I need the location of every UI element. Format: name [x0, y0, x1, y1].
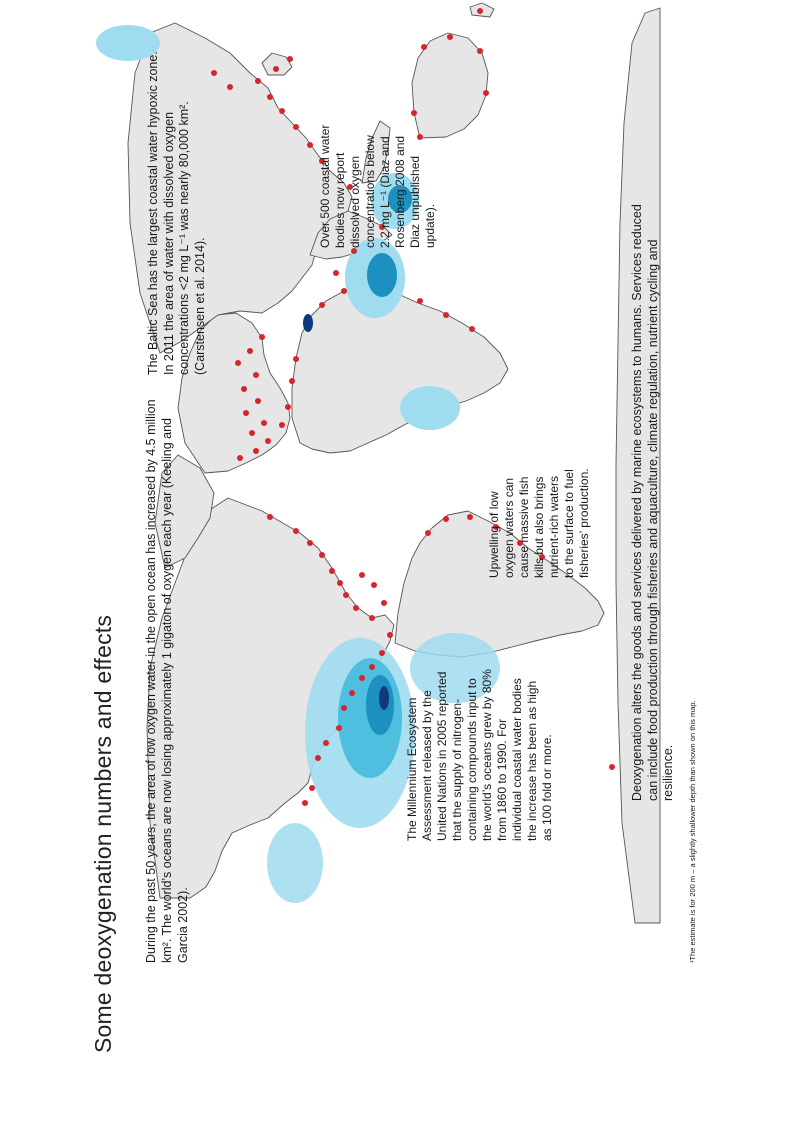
site-dot: [253, 448, 259, 454]
site-dot: [323, 740, 329, 746]
site-dot: [411, 110, 417, 116]
site-dot: [477, 48, 483, 54]
site-dot: [249, 430, 255, 436]
site-dot: [379, 650, 385, 656]
site-dot: [255, 78, 261, 84]
omz-north-pacific: [267, 823, 323, 903]
site-dot: [259, 334, 265, 340]
site-dot: [369, 664, 375, 670]
site-dot: [289, 378, 295, 384]
site-dot: [417, 298, 423, 304]
site-dot: [253, 372, 259, 378]
site-dot: [293, 528, 299, 534]
site-dot: [421, 44, 427, 50]
omz-eastern-pacific-core: [379, 686, 389, 710]
site-dot: [227, 84, 233, 90]
millennium-assessment-callout: The Millennium Ecosystem Assessment released by the United Nations in 2005 reported that the supply of nitrogen-containing compounds input to the world’s oceans grew by 80% from 1860 to 1990. For individual coastal water bodies the increase has been as high as 100 fold or more.: [405, 669, 554, 841]
site-dot: [341, 288, 347, 294]
site-dot: [341, 705, 347, 711]
site-dot: [273, 66, 279, 72]
site-dot: [381, 600, 387, 606]
site-dot: [469, 326, 475, 332]
site-dot: [425, 530, 431, 536]
site-dot: [241, 386, 247, 392]
site-dot: [333, 270, 339, 276]
site-dot: [359, 572, 365, 578]
site-dot: [359, 675, 365, 681]
site-dot: [309, 785, 315, 791]
site-dot: [307, 142, 313, 148]
site-dot: [235, 360, 241, 366]
baltic-sea-callout: The Baltic Sea has the largest coastal water hypoxic zone. In 2011 the area of water with dissolved oxygen concentrations <2 mg L⁻¹ was nearly 80,000 km². (Carstensen et al. 2014).: [146, 51, 207, 375]
site-dot: [329, 568, 335, 574]
site-dot: [211, 70, 217, 76]
site-dot: [467, 514, 473, 520]
site-dot: [261, 420, 267, 426]
footnote: ¹The estimate is for 200 m – a slightly shallower depth than shown on this map.: [688, 700, 697, 963]
site-dot: [293, 356, 299, 362]
ecosystem-services-paragraph: Deoxygenation alters the goods and services delivered by marine ecosystems to humans. Services reduced can include food production through fisheries and aquaculture, climate regulation, nutrient cycling and resilience.: [630, 204, 675, 801]
site-dot: [307, 540, 313, 546]
site-dot: [387, 632, 393, 638]
site-dot: [287, 56, 293, 62]
site-dot: [337, 580, 343, 586]
site-dot: [477, 8, 483, 14]
site-dot: [369, 615, 375, 621]
site-dot: [343, 592, 349, 598]
site-dot: [267, 514, 273, 520]
site-dot: [447, 34, 453, 40]
upwelling-callout: Upwelling of low oxygen waters can cause massive fish kills but also brings nutrient-rich waters to the surface to fuel fisheries’ production.: [487, 468, 591, 578]
site-dot: [237, 455, 243, 461]
site-dot: [319, 302, 325, 308]
site-dot: [293, 124, 299, 130]
site-dot: [285, 404, 291, 410]
coastal-water-bodies-callout: Over 500 coastal water bodies now report dissolved oxygen concentrations below 2.2 mg L⁻¹ (Diaz and Rosenberg 2008 and Diaz unpublished update).: [318, 124, 437, 248]
page-title: Some deoxygenation numbers and effects: [90, 614, 116, 1053]
site-dot: [247, 348, 253, 354]
site-dot: [319, 552, 325, 558]
site-dot: [351, 248, 357, 254]
site-dot: [265, 438, 271, 444]
site-dot: [279, 422, 285, 428]
site-dot: [443, 516, 449, 522]
site-dot: [302, 800, 308, 806]
omz-black-sea: [303, 314, 313, 332]
site-dot: [279, 108, 285, 114]
site-dot: [267, 94, 273, 100]
site-dot: [336, 725, 342, 731]
site-dot: [349, 690, 355, 696]
omz-benguela: [400, 386, 460, 430]
intro-paragraph: During the past 50 years, the area of low oxygen water in the open ocean has increased by 4.5 million km². The world’s oceans are now losing approximately 1 gigaton of oxygen each year (Keeling and Garcia 2002).: [144, 399, 190, 963]
site-dot: [443, 312, 449, 318]
site-dot: [315, 755, 321, 761]
site-dot: [609, 764, 615, 770]
omz-arabian-sea-deep: [367, 253, 397, 297]
site-dot: [371, 582, 377, 588]
site-dot: [483, 90, 489, 96]
site-dot: [353, 605, 359, 611]
site-dot: [243, 410, 249, 416]
site-dot: [255, 398, 261, 404]
